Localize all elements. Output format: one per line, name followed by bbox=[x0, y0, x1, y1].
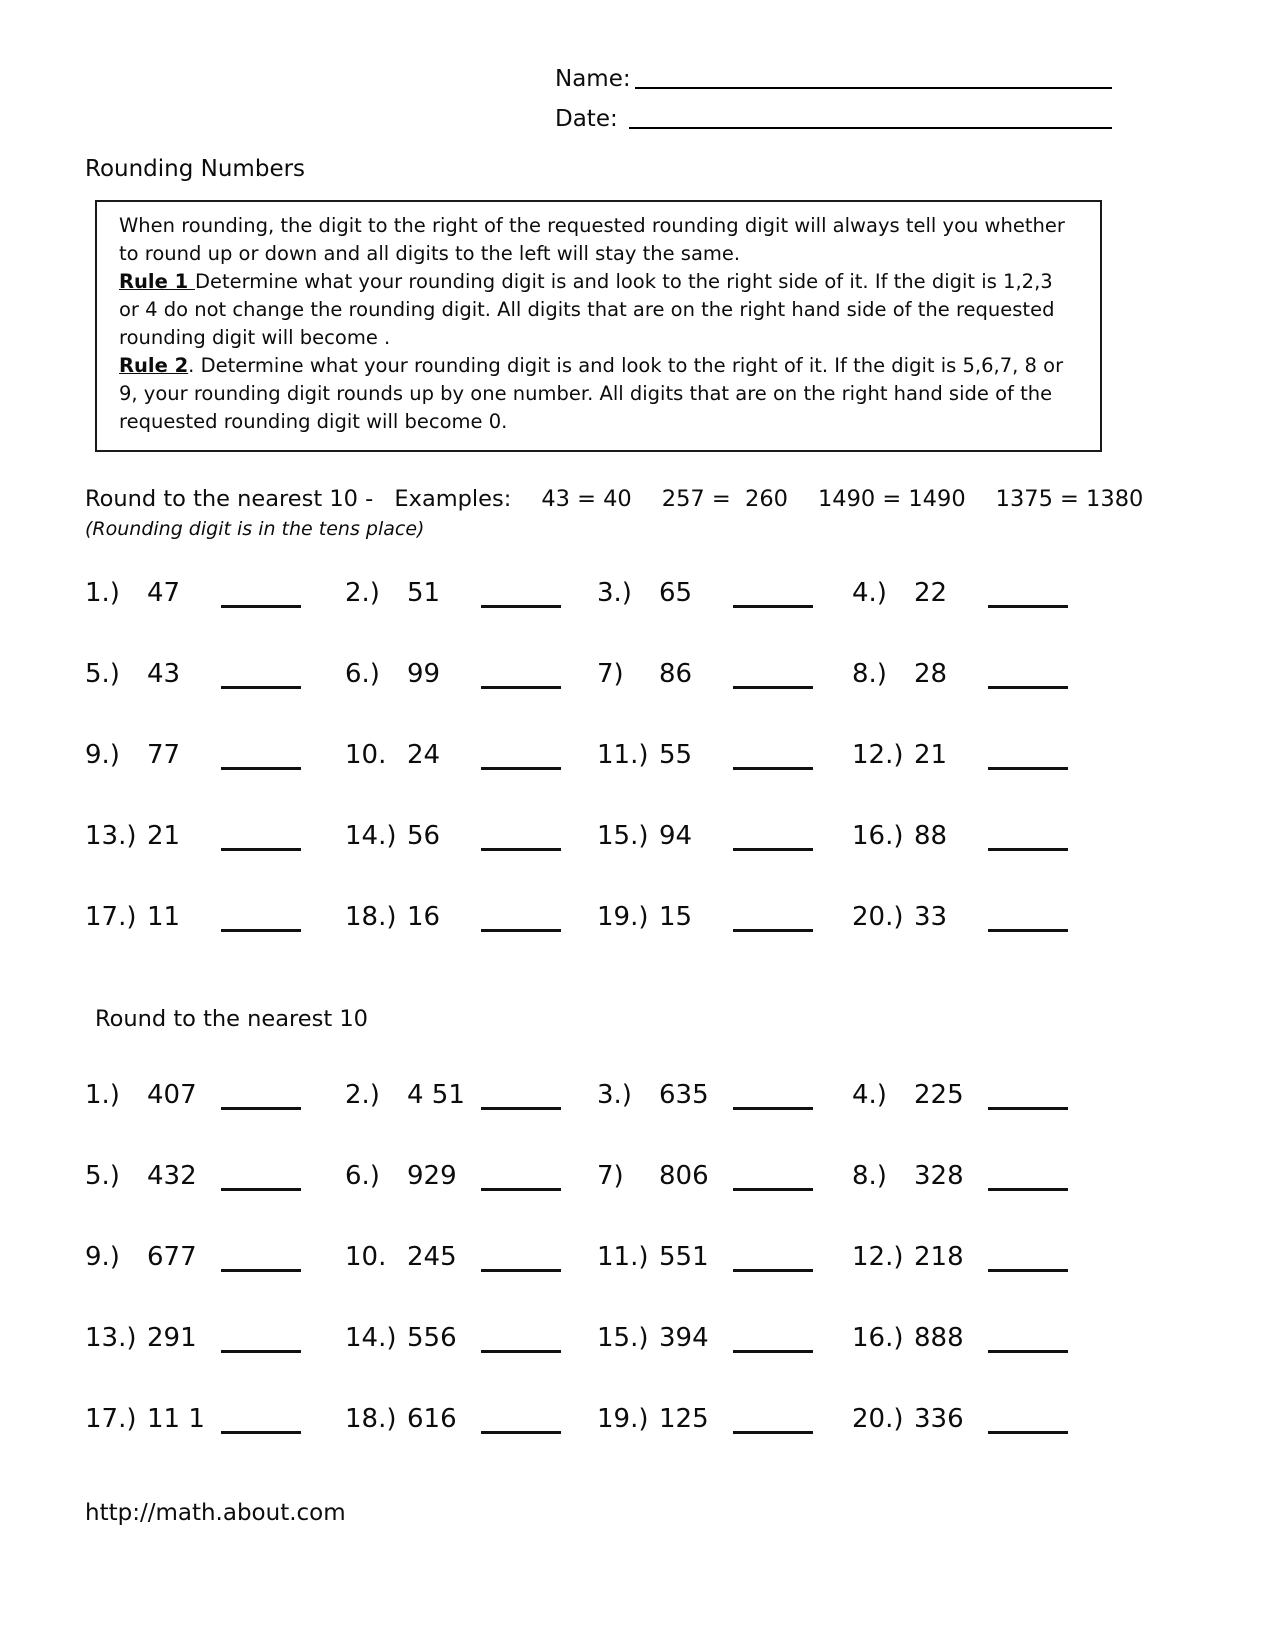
problem-value: 47 bbox=[147, 578, 181, 608]
problem-number: 17.) bbox=[85, 902, 137, 932]
problem-value: 28 bbox=[914, 659, 948, 689]
problem-item bbox=[597, 821, 852, 855]
problem-value: 806 bbox=[659, 1161, 709, 1191]
answer-blank bbox=[481, 1100, 561, 1110]
rules-intro-text: When rounding, the digit to the right of the requested rounding digit will always tell you whether to round up or down and all digits to the left will stay the same. bbox=[119, 214, 1072, 265]
problem-item bbox=[597, 1080, 852, 1114]
rules-intro bbox=[119, 212, 1078, 268]
problem-value: 929 bbox=[407, 1161, 457, 1191]
rule-1-label: Rule 1 bbox=[119, 270, 195, 293]
answer-blank bbox=[481, 922, 561, 932]
answer-blank bbox=[221, 1262, 301, 1272]
problem-number: 11.) bbox=[597, 1242, 649, 1272]
answer-blank bbox=[481, 598, 561, 608]
problem-number: 15.) bbox=[597, 821, 649, 851]
example-item: 43 = 40 bbox=[541, 486, 632, 512]
problem-item bbox=[345, 1404, 597, 1438]
problem-item bbox=[345, 1242, 597, 1276]
section1-heading-row bbox=[85, 486, 1144, 512]
rule-1-text: Determine what your rounding digit is and look to the right side of it. If the digit is 1,2,3 or 4 do not change the rounding digit. All digits that are on the right hand side of the requested rounding digit will become . bbox=[119, 270, 1061, 349]
problem-item bbox=[345, 1080, 597, 1114]
problem-number: 3.) bbox=[597, 1080, 632, 1110]
problem-number: 10. bbox=[345, 740, 387, 770]
problem-number: 6.) bbox=[345, 659, 380, 689]
answer-blank bbox=[481, 1343, 561, 1353]
answer-blank bbox=[733, 922, 813, 932]
answer-blank bbox=[481, 841, 561, 851]
problem-number: 20.) bbox=[852, 1404, 904, 1434]
answer-blank bbox=[733, 1181, 813, 1191]
answer-blank bbox=[988, 1181, 1068, 1191]
answer-blank bbox=[221, 598, 301, 608]
problem-number: 20.) bbox=[852, 902, 904, 932]
answer-blank bbox=[221, 1424, 301, 1434]
problem-number: 14.) bbox=[345, 1323, 397, 1353]
problem-value: 55 bbox=[659, 740, 693, 770]
problem-item bbox=[852, 1404, 1112, 1438]
answer-blank bbox=[733, 1262, 813, 1272]
problem-value: 21 bbox=[914, 740, 948, 770]
name-label: Name: bbox=[555, 66, 631, 92]
problem-item bbox=[852, 1242, 1112, 1276]
problem-number: 11.) bbox=[597, 740, 649, 770]
problem-number: 9.) bbox=[85, 1242, 120, 1272]
problem-item bbox=[85, 1404, 345, 1438]
problem-number: 2.) bbox=[345, 578, 380, 608]
answer-blank bbox=[221, 841, 301, 851]
section1-problems bbox=[85, 578, 1112, 936]
answer-blank bbox=[221, 922, 301, 932]
problem-item bbox=[597, 902, 852, 936]
problem-item bbox=[852, 821, 1112, 855]
answer-blank bbox=[733, 1100, 813, 1110]
problem-value: 11 bbox=[147, 902, 181, 932]
problem-item bbox=[597, 1323, 852, 1357]
answer-blank bbox=[988, 1424, 1068, 1434]
problem-value: 94 bbox=[659, 821, 693, 851]
problem-value: 677 bbox=[147, 1242, 197, 1272]
problem-number: 5.) bbox=[85, 659, 120, 689]
problem-value: 77 bbox=[147, 740, 181, 770]
problem-item bbox=[852, 1080, 1112, 1114]
examples-list bbox=[511, 486, 1143, 512]
problem-item bbox=[85, 1242, 345, 1276]
source-url: http://math.about.com bbox=[85, 1500, 346, 1526]
rule-1 bbox=[119, 268, 1078, 352]
answer-blank bbox=[221, 1181, 301, 1191]
rule-2 bbox=[119, 352, 1078, 436]
section1-heading: Round to the nearest 10 - bbox=[85, 486, 381, 512]
answer-blank bbox=[988, 1343, 1068, 1353]
problem-number: 8.) bbox=[852, 1161, 887, 1191]
problem-number: 13.) bbox=[85, 1323, 137, 1353]
problem-number: 7) bbox=[597, 659, 624, 689]
section2-problems bbox=[85, 1080, 1112, 1438]
problem-number: 9.) bbox=[85, 740, 120, 770]
answer-blank bbox=[733, 760, 813, 770]
problem-value: 65 bbox=[659, 578, 693, 608]
answer-blank bbox=[988, 679, 1068, 689]
problem-item bbox=[597, 1404, 852, 1438]
problem-value: 551 bbox=[659, 1242, 709, 1272]
section2-heading: Round to the nearest 10 bbox=[95, 1006, 368, 1032]
problem-item bbox=[597, 1242, 852, 1276]
answer-blank bbox=[988, 598, 1068, 608]
problem-value: 43 bbox=[147, 659, 181, 689]
problem-value: 125 bbox=[659, 1404, 709, 1434]
problem-item bbox=[852, 740, 1112, 774]
problem-number: 13.) bbox=[85, 821, 137, 851]
problem-number: 12.) bbox=[852, 1242, 904, 1272]
problem-value: 22 bbox=[914, 578, 948, 608]
example-item: 1375 = 1380 bbox=[995, 486, 1144, 512]
problem-number: 1.) bbox=[85, 578, 120, 608]
answer-blank bbox=[481, 1181, 561, 1191]
problem-number: 5.) bbox=[85, 1161, 120, 1191]
answer-blank bbox=[221, 1100, 301, 1110]
problem-item bbox=[85, 902, 345, 936]
problem-value: 407 bbox=[147, 1080, 197, 1110]
problem-item bbox=[597, 659, 852, 693]
problem-number: 6.) bbox=[345, 1161, 380, 1191]
problem-item bbox=[852, 1323, 1112, 1357]
problem-number: 18.) bbox=[345, 1404, 397, 1434]
problem-number: 3.) bbox=[597, 578, 632, 608]
answer-blank bbox=[481, 679, 561, 689]
problem-value: 4 51 bbox=[407, 1080, 465, 1110]
answer-blank bbox=[988, 1100, 1068, 1110]
problem-number: 16.) bbox=[852, 821, 904, 851]
answer-blank bbox=[733, 679, 813, 689]
problem-item bbox=[85, 821, 345, 855]
answer-blank bbox=[481, 1424, 561, 1434]
problem-value: 336 bbox=[914, 1404, 964, 1434]
problem-number: 10. bbox=[345, 1242, 387, 1272]
problem-value: 88 bbox=[914, 821, 948, 851]
problem-number: 7) bbox=[597, 1161, 624, 1191]
answer-blank bbox=[988, 841, 1068, 851]
problem-item bbox=[597, 1161, 852, 1195]
answer-blank bbox=[221, 760, 301, 770]
problem-value: 16 bbox=[407, 902, 441, 932]
problem-item bbox=[852, 578, 1112, 612]
rules-box bbox=[95, 200, 1102, 452]
answer-blank bbox=[733, 841, 813, 851]
problem-value: 86 bbox=[659, 659, 693, 689]
answer-blank bbox=[221, 679, 301, 689]
problem-value: 635 bbox=[659, 1080, 709, 1110]
problem-item bbox=[345, 1161, 597, 1195]
problem-value: 328 bbox=[914, 1161, 964, 1191]
examples-label: Examples: bbox=[394, 486, 512, 512]
problem-value: 21 bbox=[147, 821, 181, 851]
problem-number: 14.) bbox=[345, 821, 397, 851]
problem-item bbox=[85, 1161, 345, 1195]
problem-value: 99 bbox=[407, 659, 441, 689]
problem-value: 218 bbox=[914, 1242, 964, 1272]
answer-blank bbox=[733, 598, 813, 608]
problem-number: 15.) bbox=[597, 1323, 649, 1353]
problem-number: 4.) bbox=[852, 1080, 887, 1110]
answer-blank bbox=[733, 1343, 813, 1353]
problem-number: 8.) bbox=[852, 659, 887, 689]
problem-item bbox=[85, 1323, 345, 1357]
date-label: Date: bbox=[555, 106, 626, 132]
problem-value: 33 bbox=[914, 902, 948, 932]
answer-blank bbox=[988, 922, 1068, 932]
date-row bbox=[555, 92, 1112, 132]
problem-number: 16.) bbox=[852, 1323, 904, 1353]
problem-item bbox=[345, 740, 597, 774]
problem-number: 19.) bbox=[597, 1404, 649, 1434]
answer-blank bbox=[988, 1262, 1068, 1272]
problem-item bbox=[85, 659, 345, 693]
page-title: Rounding Numbers bbox=[85, 156, 306, 182]
problem-item bbox=[345, 821, 597, 855]
problem-value: 394 bbox=[659, 1323, 709, 1353]
problem-number: 12.) bbox=[852, 740, 904, 770]
answer-blank bbox=[988, 760, 1068, 770]
problem-number: 19.) bbox=[597, 902, 649, 932]
problem-value: 616 bbox=[407, 1404, 457, 1434]
name-date-block bbox=[555, 52, 1112, 132]
problem-item bbox=[345, 902, 597, 936]
problem-value: 56 bbox=[407, 821, 441, 851]
problem-value: 888 bbox=[914, 1323, 964, 1353]
problem-value: 432 bbox=[147, 1161, 197, 1191]
problem-item bbox=[852, 1161, 1112, 1195]
problem-value: 11 1 bbox=[147, 1404, 205, 1434]
problem-item bbox=[852, 902, 1112, 936]
problem-number: 2.) bbox=[345, 1080, 380, 1110]
rule-2-text: . Determine what your rounding digit is and look to the right of it. If the digit is 5,6,7, 8 or 9, your rounding digit rounds up by one number. All digits that are on the right hand side of the requested rounding digit will become 0. bbox=[119, 354, 1070, 433]
problem-item bbox=[345, 1323, 597, 1357]
problem-item bbox=[345, 659, 597, 693]
name-blank-line bbox=[635, 87, 1112, 89]
problem-value: 556 bbox=[407, 1323, 457, 1353]
problem-item bbox=[85, 578, 345, 612]
answer-blank bbox=[733, 1424, 813, 1434]
problem-value: 245 bbox=[407, 1242, 457, 1272]
example-item: 257 = 260 bbox=[661, 486, 788, 512]
problem-number: 1.) bbox=[85, 1080, 120, 1110]
problem-value: 291 bbox=[147, 1323, 197, 1353]
problem-number: 18.) bbox=[345, 902, 397, 932]
problem-value: 225 bbox=[914, 1080, 964, 1110]
name-row bbox=[555, 52, 1112, 92]
date-blank-line bbox=[629, 127, 1112, 129]
answer-blank bbox=[481, 1262, 561, 1272]
rule-2-label: Rule 2 bbox=[119, 354, 189, 377]
section1-subheading: (Rounding digit is in the tens place) bbox=[85, 518, 425, 540]
problem-value: 51 bbox=[407, 578, 441, 608]
problem-item bbox=[597, 578, 852, 612]
problem-number: 17.) bbox=[85, 1404, 137, 1434]
problem-item bbox=[85, 740, 345, 774]
problem-number: 4.) bbox=[852, 578, 887, 608]
problem-item bbox=[85, 1080, 345, 1114]
example-item: 1490 = 1490 bbox=[817, 486, 966, 512]
problem-item bbox=[597, 740, 852, 774]
answer-blank bbox=[481, 760, 561, 770]
answer-blank bbox=[221, 1343, 301, 1353]
problem-item bbox=[852, 659, 1112, 693]
problem-value: 24 bbox=[407, 740, 441, 770]
problem-value: 15 bbox=[659, 902, 693, 932]
problem-item bbox=[345, 578, 597, 612]
